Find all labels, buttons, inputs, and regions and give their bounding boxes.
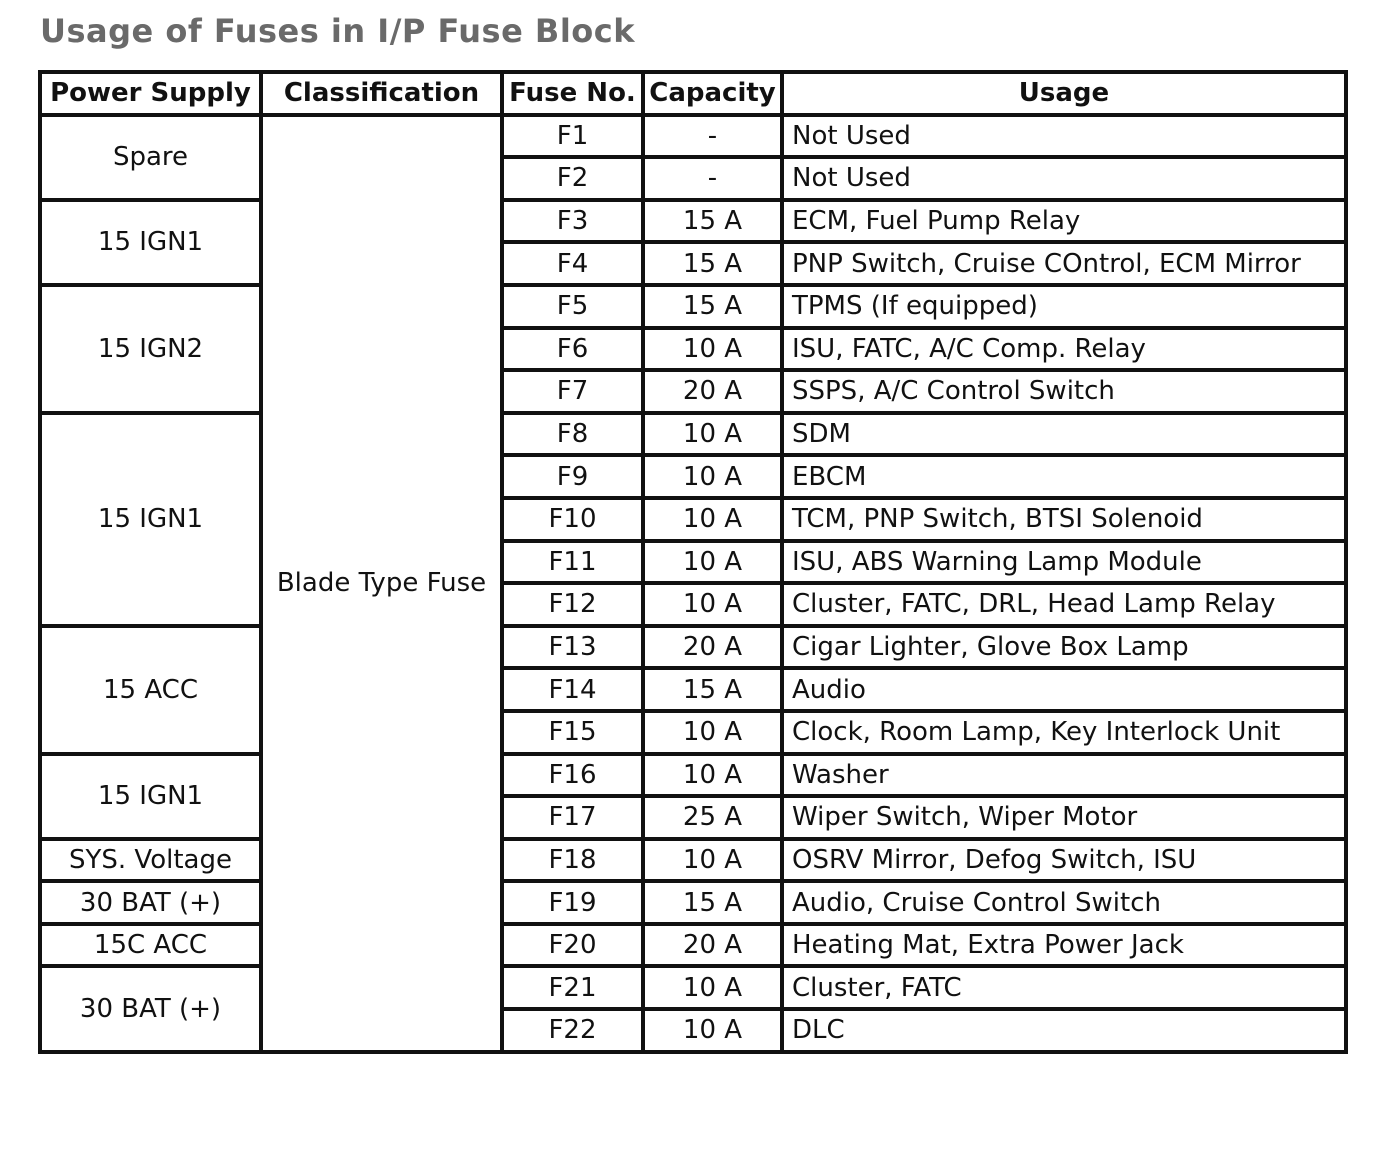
capacity-cell: 15 A — [643, 285, 782, 328]
fuse-no-cell: F12 — [502, 583, 643, 626]
usage-cell: PNP Switch, Cruise COntrol, ECM Mirror — [782, 242, 1346, 285]
power-supply-cell: 30 BAT (+) — [40, 966, 261, 1051]
power-supply-cell: 15 IGN2 — [40, 285, 261, 413]
capacity-cell: 20 A — [643, 370, 782, 413]
fuse-no-cell: F7 — [502, 370, 643, 413]
header-row — [40, 72, 1346, 115]
capacity-cell: 20 A — [643, 626, 782, 669]
usage-cell: DLC — [782, 1009, 1346, 1052]
capacity-cell: 10 A — [643, 583, 782, 626]
header-usage: Usage — [782, 72, 1346, 115]
header-fuse-no: Fuse No. — [502, 72, 643, 115]
fuse-no-cell: F13 — [502, 626, 643, 669]
usage-cell: Cigar Lighter, Glove Box Lamp — [782, 626, 1346, 669]
usage-cell: Heating Mat, Extra Power Jack — [782, 924, 1346, 967]
usage-cell: Not Used — [782, 115, 1346, 158]
fuse-no-cell: F9 — [502, 455, 643, 498]
fuse-no-cell: F2 — [502, 157, 643, 200]
capacity-cell: 20 A — [643, 924, 782, 967]
usage-cell: OSRV Mirror, Defog Switch, ISU — [782, 839, 1346, 882]
fuse-no-cell: F5 — [502, 285, 643, 328]
fuse-no-cell: F17 — [502, 796, 643, 839]
usage-cell: EBCM — [782, 455, 1346, 498]
table-row — [40, 200, 1346, 243]
fuse-no-cell: F11 — [502, 541, 643, 584]
fuse-no-cell: F19 — [502, 881, 643, 924]
table-row — [40, 839, 1346, 882]
usage-cell: Washer — [782, 754, 1346, 797]
power-supply-cell: 15 ACC — [40, 626, 261, 754]
fuse-no-cell: F1 — [502, 115, 643, 158]
capacity-cell: 15 A — [643, 881, 782, 924]
fuse-no-cell: F10 — [502, 498, 643, 541]
usage-cell: SSPS, A/C Control Switch — [782, 370, 1346, 413]
capacity-cell: 10 A — [643, 541, 782, 584]
usage-cell: Clock, Room Lamp, Key Interlock Unit — [782, 711, 1346, 754]
fuse-no-cell: F20 — [502, 924, 643, 967]
usage-cell: Audio, Cruise Control Switch — [782, 881, 1346, 924]
capacity-cell: 25 A — [643, 796, 782, 839]
usage-cell: Wiper Switch, Wiper Motor — [782, 796, 1346, 839]
page-title: Usage of Fuses in I/P Fuse Block — [40, 12, 636, 50]
fuse-no-cell: F8 — [502, 413, 643, 456]
usage-cell: TPMS (If equipped) — [782, 285, 1346, 328]
capacity-cell: 10 A — [643, 754, 782, 797]
capacity-cell: - — [643, 115, 782, 158]
usage-cell: Cluster, FATC, DRL, Head Lamp Relay — [782, 583, 1346, 626]
capacity-cell: 10 A — [643, 1009, 782, 1052]
power-supply-cell: 15 IGN1 — [40, 754, 261, 839]
capacity-cell: 10 A — [643, 966, 782, 1009]
classification-cell: Blade Type Fuse — [261, 115, 502, 1052]
fuse-no-cell: F22 — [502, 1009, 643, 1052]
power-supply-cell: 15 IGN1 — [40, 200, 261, 285]
fuse-no-cell: F3 — [502, 200, 643, 243]
capacity-cell: 15 A — [643, 668, 782, 711]
fuse-no-cell: F16 — [502, 754, 643, 797]
power-supply-cell: Spare — [40, 115, 261, 200]
table-row — [40, 924, 1346, 967]
capacity-cell: 15 A — [643, 200, 782, 243]
capacity-cell: 10 A — [643, 413, 782, 456]
usage-cell: Audio — [782, 668, 1346, 711]
fuse-no-cell: F18 — [502, 839, 643, 882]
usage-cell: Cluster, FATC — [782, 966, 1346, 1009]
usage-cell: ISU, FATC, A/C Comp. Relay — [782, 328, 1346, 371]
usage-cell: SDM — [782, 413, 1346, 456]
table-row — [40, 413, 1346, 456]
capacity-cell: 10 A — [643, 711, 782, 754]
capacity-cell: 10 A — [643, 328, 782, 371]
usage-cell: ECM, Fuel Pump Relay — [782, 200, 1346, 243]
capacity-cell: 15 A — [643, 242, 782, 285]
table-row — [40, 881, 1346, 924]
power-supply-cell: SYS. Voltage — [40, 839, 261, 882]
header-power-supply: Power Supply — [40, 72, 261, 115]
fuse-no-cell: F15 — [502, 711, 643, 754]
power-supply-cell: 15C ACC — [40, 924, 261, 967]
capacity-cell: 10 A — [643, 498, 782, 541]
table-row — [40, 285, 1346, 328]
capacity-cell: 10 A — [643, 455, 782, 498]
fuse-no-cell: F4 — [502, 242, 643, 285]
fuse-no-cell: F21 — [502, 966, 643, 1009]
fuse-table — [38, 70, 1348, 1054]
table-row — [40, 754, 1346, 797]
fuse-no-cell: F14 — [502, 668, 643, 711]
power-supply-cell: 15 IGN1 — [40, 413, 261, 626]
power-supply-cell: 30 BAT (+) — [40, 881, 261, 924]
capacity-cell: 10 A — [643, 839, 782, 882]
usage-cell: Not Used — [782, 157, 1346, 200]
usage-cell: ISU, ABS Warning Lamp Module — [782, 541, 1346, 584]
capacity-cell: - — [643, 157, 782, 200]
table-row — [40, 115, 1346, 158]
header-capacity: Capacity — [643, 72, 782, 115]
fuse-no-cell: F6 — [502, 328, 643, 371]
header-classification: Classification — [261, 72, 502, 115]
usage-cell: TCM, PNP Switch, BTSI Solenoid — [782, 498, 1346, 541]
table-row — [40, 626, 1346, 669]
table-row — [40, 966, 1346, 1009]
